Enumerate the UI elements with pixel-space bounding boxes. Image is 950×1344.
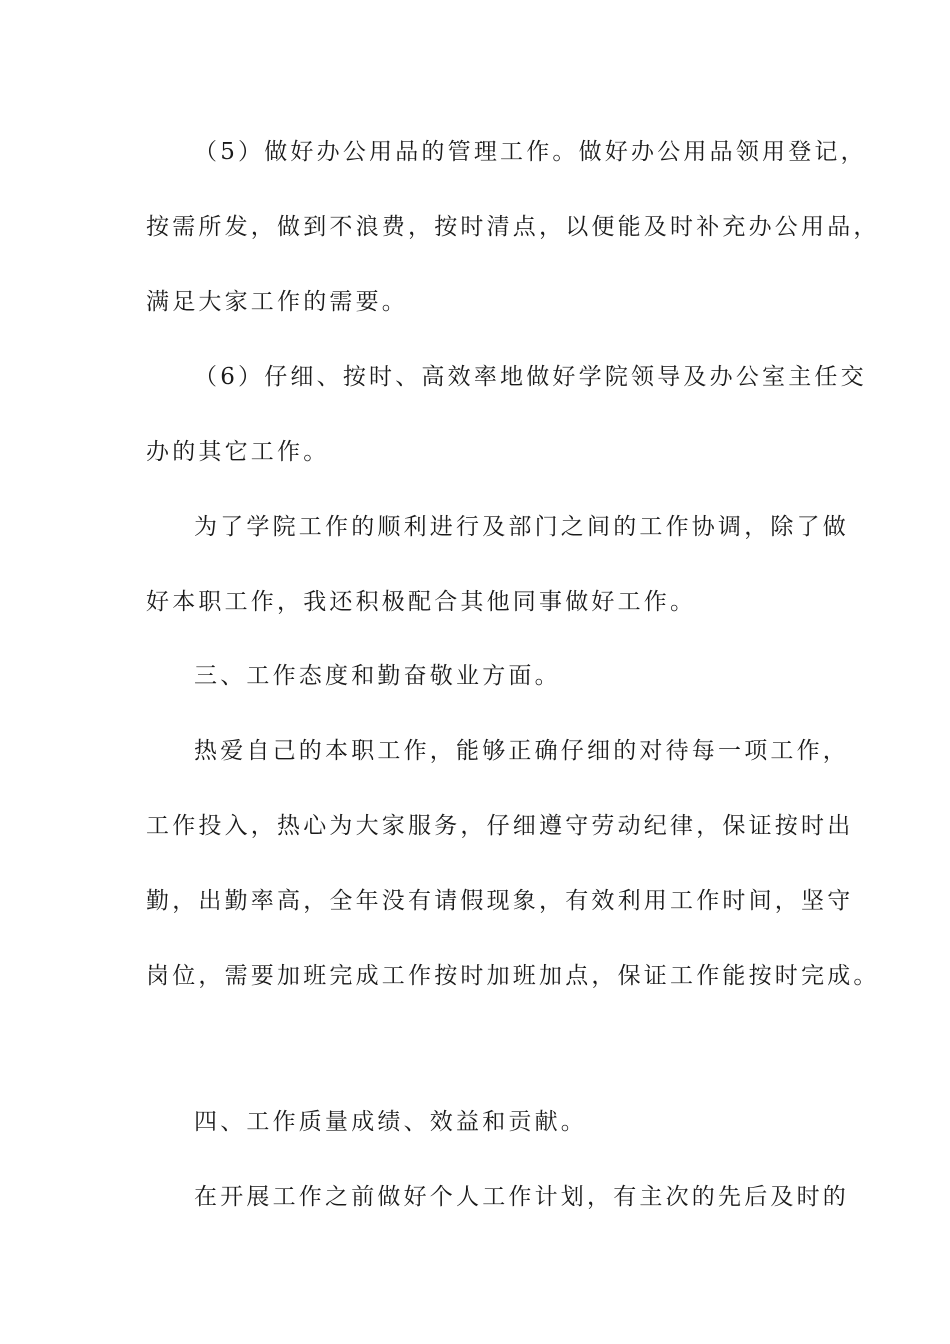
paragraph-line: 岗位，需要加班完成工作按时加班加点，保证工作能按时完成。 [146, 963, 880, 989]
paragraph-line: 勤，出勤率高，全年没有请假现象，有效利用工作时间，坚守 [146, 888, 854, 914]
paragraph-line: 满足大家工作的需要。 [146, 289, 408, 315]
paragraph-line: 热爱自己的本职工作，能够正确仔细的对待每一项工作， [194, 738, 849, 764]
paragraph-line: （5）做好办公用品的管理工作。做好办公用品领用登记， [194, 139, 867, 165]
paragraph-line: 办的其它工作。 [146, 439, 330, 465]
paragraph-line: 为了学院工作的顺利进行及部门之间的工作协调，除了做 [194, 514, 849, 540]
paragraph-line: 在开展工作之前做好个人工作计划，有主次的先后及时的 [194, 1184, 849, 1210]
section-heading: 四、工作质量成绩、效益和贡献。 [194, 1109, 587, 1135]
paragraph-line: 按需所发，做到不浪费，按时清点，以便能及时补充办公用品， [146, 214, 880, 240]
paragraph-line: （6）仔细、按时、高效率地做好学院领导及办公室主任交 [194, 364, 867, 390]
paragraph-line: 好本职工作，我还积极配合其他同事做好工作。 [146, 589, 697, 615]
paragraph-line: 工作投入，热心为大家服务，仔细遵守劳动纪律，保证按时出 [146, 813, 854, 839]
section-heading: 三、工作态度和勤奋敬业方面。 [194, 663, 561, 689]
